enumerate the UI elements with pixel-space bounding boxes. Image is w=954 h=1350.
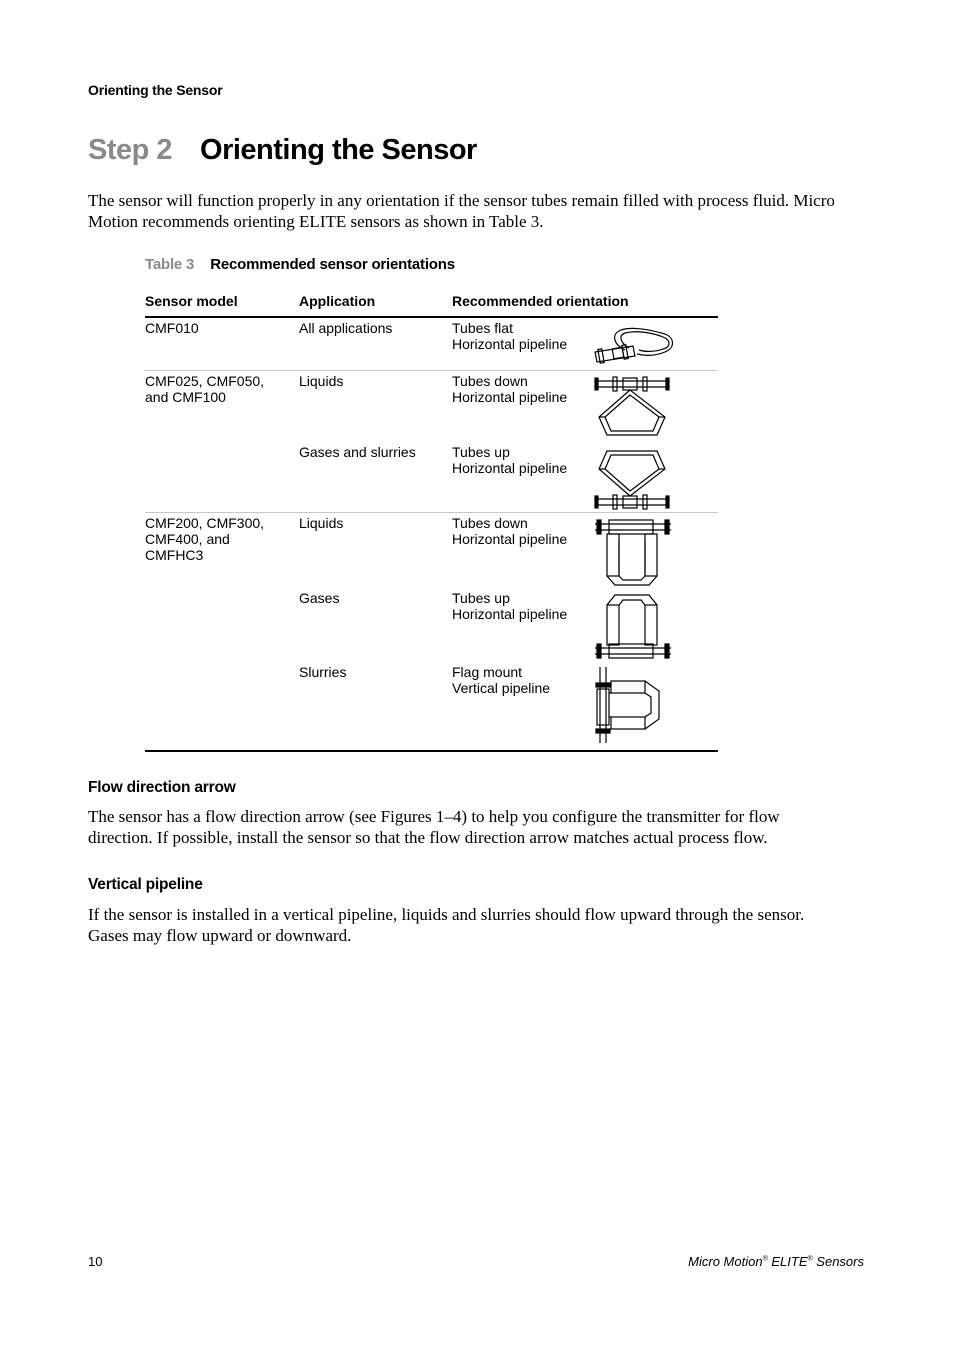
table-caption-number: Table 3 [145, 256, 195, 273]
cell-application: Gases and slurries [299, 444, 416, 460]
table-caption-title: Recommended sensor orientations [210, 256, 455, 273]
tubes-up-icon [593, 447, 673, 511]
section-heading-vertical-pipeline: Vertical pipeline [88, 876, 203, 893]
table-caption [145, 256, 455, 273]
section-body-flow-direction: The sensor has a flow direction arrow (see Figures 1–4) to help you configure the transmitter for flow direction. If possible, install the sensor so that the flow direction arrow matches actual process flow. [88, 807, 780, 847]
orientation-line2: Horizontal pipeline [452, 336, 568, 352]
orientation-line1: Flag mount [452, 664, 523, 680]
orientation-line1: Tubes down [452, 515, 528, 531]
u-tubes-down-icon [593, 517, 675, 587]
cell-orientation [452, 444, 592, 476]
intro-paragraph: The sensor will function properly in any orientation if the sensor tubes remain filled with process fluid. Micro Motion recommends orienting ELITE sensors as shown in Table 3. [88, 191, 835, 231]
tubes-down-icon [593, 375, 673, 439]
tubes-flat-icon [593, 322, 677, 368]
u-tubes-up-icon [593, 593, 675, 661]
orientation-line1: Tubes up [452, 444, 510, 460]
footer-title [688, 1254, 864, 1269]
table-group-cmf025-050-100 [145, 371, 718, 513]
cell-application: Gases [299, 590, 340, 606]
flag-mount-icon [593, 665, 669, 745]
orientation-line2: Horizontal pipeline [452, 531, 568, 547]
registered-mark: ® [762, 1255, 768, 1263]
cell-orientation [452, 590, 592, 622]
cell-model: CMF010 [145, 320, 199, 336]
table-header-row [145, 292, 718, 318]
footer-brand: Micro Motion [688, 1254, 763, 1269]
footer-suffix: Sensors [816, 1254, 864, 1269]
running-head: Orienting the Sensor [88, 82, 223, 98]
cell-orientation [452, 320, 592, 352]
page-title-text: Orienting the Sensor [200, 134, 477, 166]
orientation-line1: Tubes flat [452, 320, 513, 336]
orientation-line2: Horizontal pipeline [452, 460, 568, 476]
cell-orientation [452, 664, 592, 696]
footer-product: ELITE [771, 1254, 808, 1269]
orientation-line1: Tubes down [452, 373, 528, 389]
header-application: Application [299, 293, 376, 309]
cell-application: Slurries [299, 664, 347, 680]
cell-application: All applications [299, 320, 393, 336]
cell-model: CMF025, CMF050, and CMF100 [145, 373, 265, 405]
orientation-line1: Tubes up [452, 590, 510, 606]
table-group-cmf200-300-400-hc3 [145, 513, 718, 752]
step-label: Step 2 [88, 134, 173, 166]
orientation-line2: Horizontal pipeline [452, 389, 568, 405]
section-heading-flow-direction: Flow direction arrow [88, 779, 236, 796]
header-sensor-model: Sensor model [145, 293, 238, 309]
page-number: 10 [88, 1254, 103, 1269]
cell-model: CMF200, CMF300, CMF400, and CMFHC3 [145, 515, 265, 563]
orientation-line2: Vertical pipeline [452, 680, 551, 696]
section-body-vertical-pipeline: If the sensor is installed in a vertical pipeline, liquids and slurries should flow upward through the sensor. Gases may flow upward or downward. [88, 905, 805, 945]
cell-application: Liquids [299, 515, 344, 531]
cell-orientation [452, 515, 592, 547]
registered-mark: ® [807, 1255, 813, 1263]
orientation-table [145, 292, 718, 752]
table-group-cmf010 [145, 318, 718, 371]
header-recommended-orientation: Recommended orientation [452, 293, 629, 309]
cell-orientation [452, 373, 592, 405]
orientation-line2: Horizontal pipeline [452, 606, 568, 622]
page-title [88, 134, 477, 167]
cell-application: Liquids [299, 373, 344, 389]
